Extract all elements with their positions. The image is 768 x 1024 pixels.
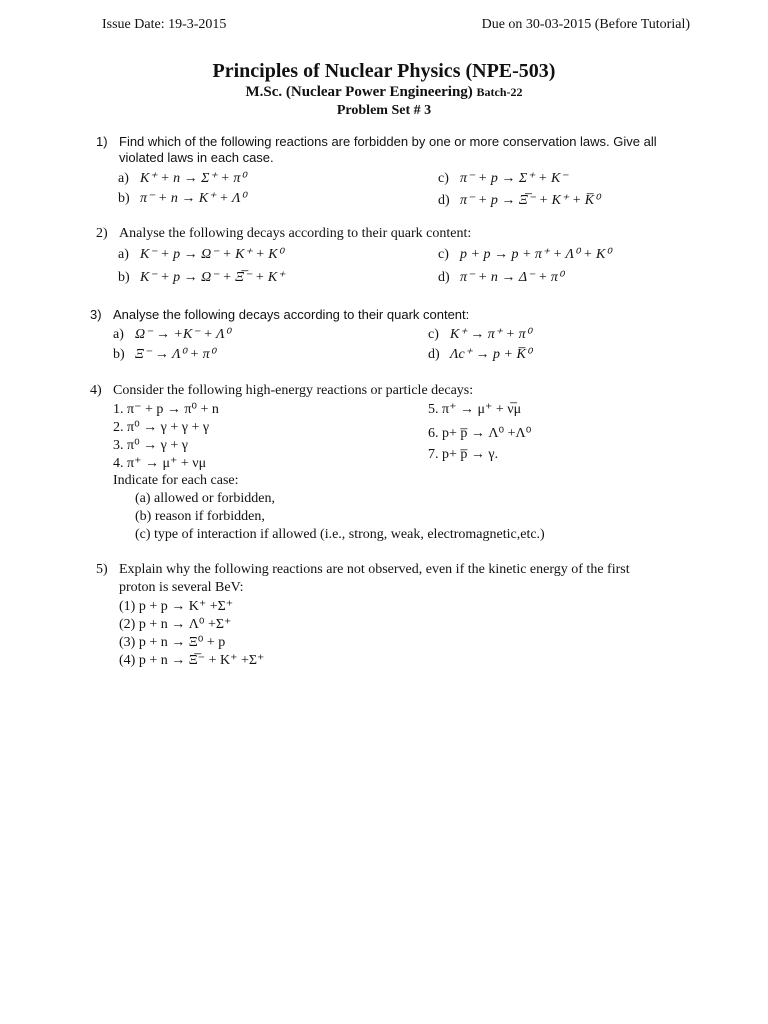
q5-text-line2: proton is several BeV: xyxy=(119,580,244,595)
q2-option-b xyxy=(118,269,285,286)
q3-number: 3) xyxy=(90,307,102,322)
q2-option-d xyxy=(438,269,564,286)
q1-option-c xyxy=(438,170,568,187)
q3-b-label: b) xyxy=(113,347,125,362)
q4-item-1: 1. π⁻ + p → π⁰ + n xyxy=(113,402,219,417)
q1-option-d xyxy=(438,192,600,209)
q1-number: 1) xyxy=(96,134,108,149)
q5-item-4: (4) p + n → Ξ̅⁻ + K⁺ +Σ⁺ xyxy=(119,653,265,668)
q1-b-equation: π⁻ + n → K⁺ + Λ⁰ xyxy=(140,191,247,206)
q3-option-b xyxy=(113,346,215,363)
q4-part-a: (a) allowed or forbidden, xyxy=(135,491,275,506)
q4-item-4: 4. π⁺ → μ⁺ + νμ xyxy=(113,456,207,471)
q1-text-line2: violated laws in each case. xyxy=(119,150,274,165)
q3-a-label: a) xyxy=(113,327,124,342)
q2-a-equation: K⁻ + p → Ω⁻ + K⁺ + K⁰ xyxy=(140,247,284,262)
q4-item-7: 7. p+ p̅ → γ. xyxy=(428,447,499,462)
q1-a-label: a) xyxy=(118,171,129,186)
q2-option-c xyxy=(438,246,611,263)
q3-option-c xyxy=(428,326,531,343)
q2-option-a xyxy=(118,246,283,263)
q1-a-equation: K⁺ + n → Σ⁺ + π⁰ xyxy=(140,171,246,186)
q4-item-6: 6. p+ p̅ → Λ⁰ +Λ⁰ xyxy=(428,426,532,441)
q5-item-1: (1) p + p → K⁺ +Σ⁺ xyxy=(119,599,234,614)
batch-label: Batch-22 xyxy=(476,85,523,99)
q1-c-label: c) xyxy=(438,171,449,186)
q2-b-label: b) xyxy=(118,270,130,285)
q5-number: 5) xyxy=(96,562,108,577)
q1-option-a xyxy=(118,170,246,187)
program-name: M.Sc. (Nuclear Power Engineering) xyxy=(245,84,473,100)
q5-text-line1: Explain why the following reactions are not observed, even if the kinetic energy of the first xyxy=(119,562,630,577)
issue-date: Issue Date: 19-3-2015 xyxy=(102,17,227,32)
q1-d-label: d) xyxy=(438,193,450,208)
q1-text-line1: Find which of the following reactions are forbidden by one or more conservation laws. Give all xyxy=(119,134,657,149)
q3-d-label: d) xyxy=(428,347,440,362)
q1-b-label: b) xyxy=(118,191,130,206)
q2-text: Analyse the following decays according to their quark content: xyxy=(119,226,472,241)
q3-b-equation: Ξ⁻ → Λ⁰ + π⁰ xyxy=(135,347,216,362)
due-date: Due on 30-03-2015 (Before Tutorial) xyxy=(481,17,690,32)
q4-item-3: 3. π⁰ → γ + γ xyxy=(113,438,188,453)
q3-c-label: c) xyxy=(428,327,439,342)
q5-item-2: (2) p + n → Λ⁰ +Σ⁺ xyxy=(119,617,232,632)
q2-d-label: d) xyxy=(438,270,450,285)
q3-c-equation: K⁺ → π⁺ + π⁰ xyxy=(450,327,532,342)
q4-item-5: 5. π⁺ → μ⁺ + ν̅μ xyxy=(428,402,522,417)
q4-text: Consider the following high-energy reactions or particle decays: xyxy=(113,383,474,398)
q2-number: 2) xyxy=(96,226,108,241)
q1-d-equation: π⁻ + p → Ξ̅⁻ + K⁺ + K̅⁰ xyxy=(460,193,600,208)
q2-a-label: a) xyxy=(118,247,129,262)
q3-option-d xyxy=(428,346,531,363)
problem-set-label: Problem Set # 3 xyxy=(336,103,432,118)
q2-b-equation: K⁻ + p → Ω⁻ + Ξ̅⁻ + K⁺ xyxy=(140,270,285,285)
q4-part-b: (b) reason if forbidden, xyxy=(135,509,265,524)
q3-option-a xyxy=(113,326,230,343)
q3-text: Analyse the following decays according to their quark content: xyxy=(113,307,470,322)
subtitle xyxy=(0,84,768,101)
q2-c-label: c) xyxy=(438,247,449,262)
q2-d-equation: π⁻ + n → Δ⁻ + π⁰ xyxy=(460,270,564,285)
page-title: Principles of Nuclear Physics (NPE-503) xyxy=(212,60,556,82)
q2-c-equation: p + p → p + π⁺ + Λ⁰ + K⁰ xyxy=(460,247,611,262)
q5-item-3: (3) p + n → Ξ⁰ + p xyxy=(119,635,226,650)
q1-c-equation: π⁻ + p → Σ⁺ + K⁻ xyxy=(460,171,568,186)
q3-d-equation: Λc⁺ → p + K̅⁰ xyxy=(450,347,532,362)
q4-part-c: (c) type of interaction if allowed (i.e., strong, weak, electromagnetic,etc.) xyxy=(135,527,545,542)
q3-a-equation: Ω⁻ → +K⁻ + Λ⁰ xyxy=(135,327,231,342)
q4-item-2: 2. π⁰ → γ + γ + γ xyxy=(113,420,210,435)
q1-option-b xyxy=(118,190,246,207)
q4-number: 4) xyxy=(90,383,102,398)
q4-indicate: Indicate for each case: xyxy=(113,473,239,488)
